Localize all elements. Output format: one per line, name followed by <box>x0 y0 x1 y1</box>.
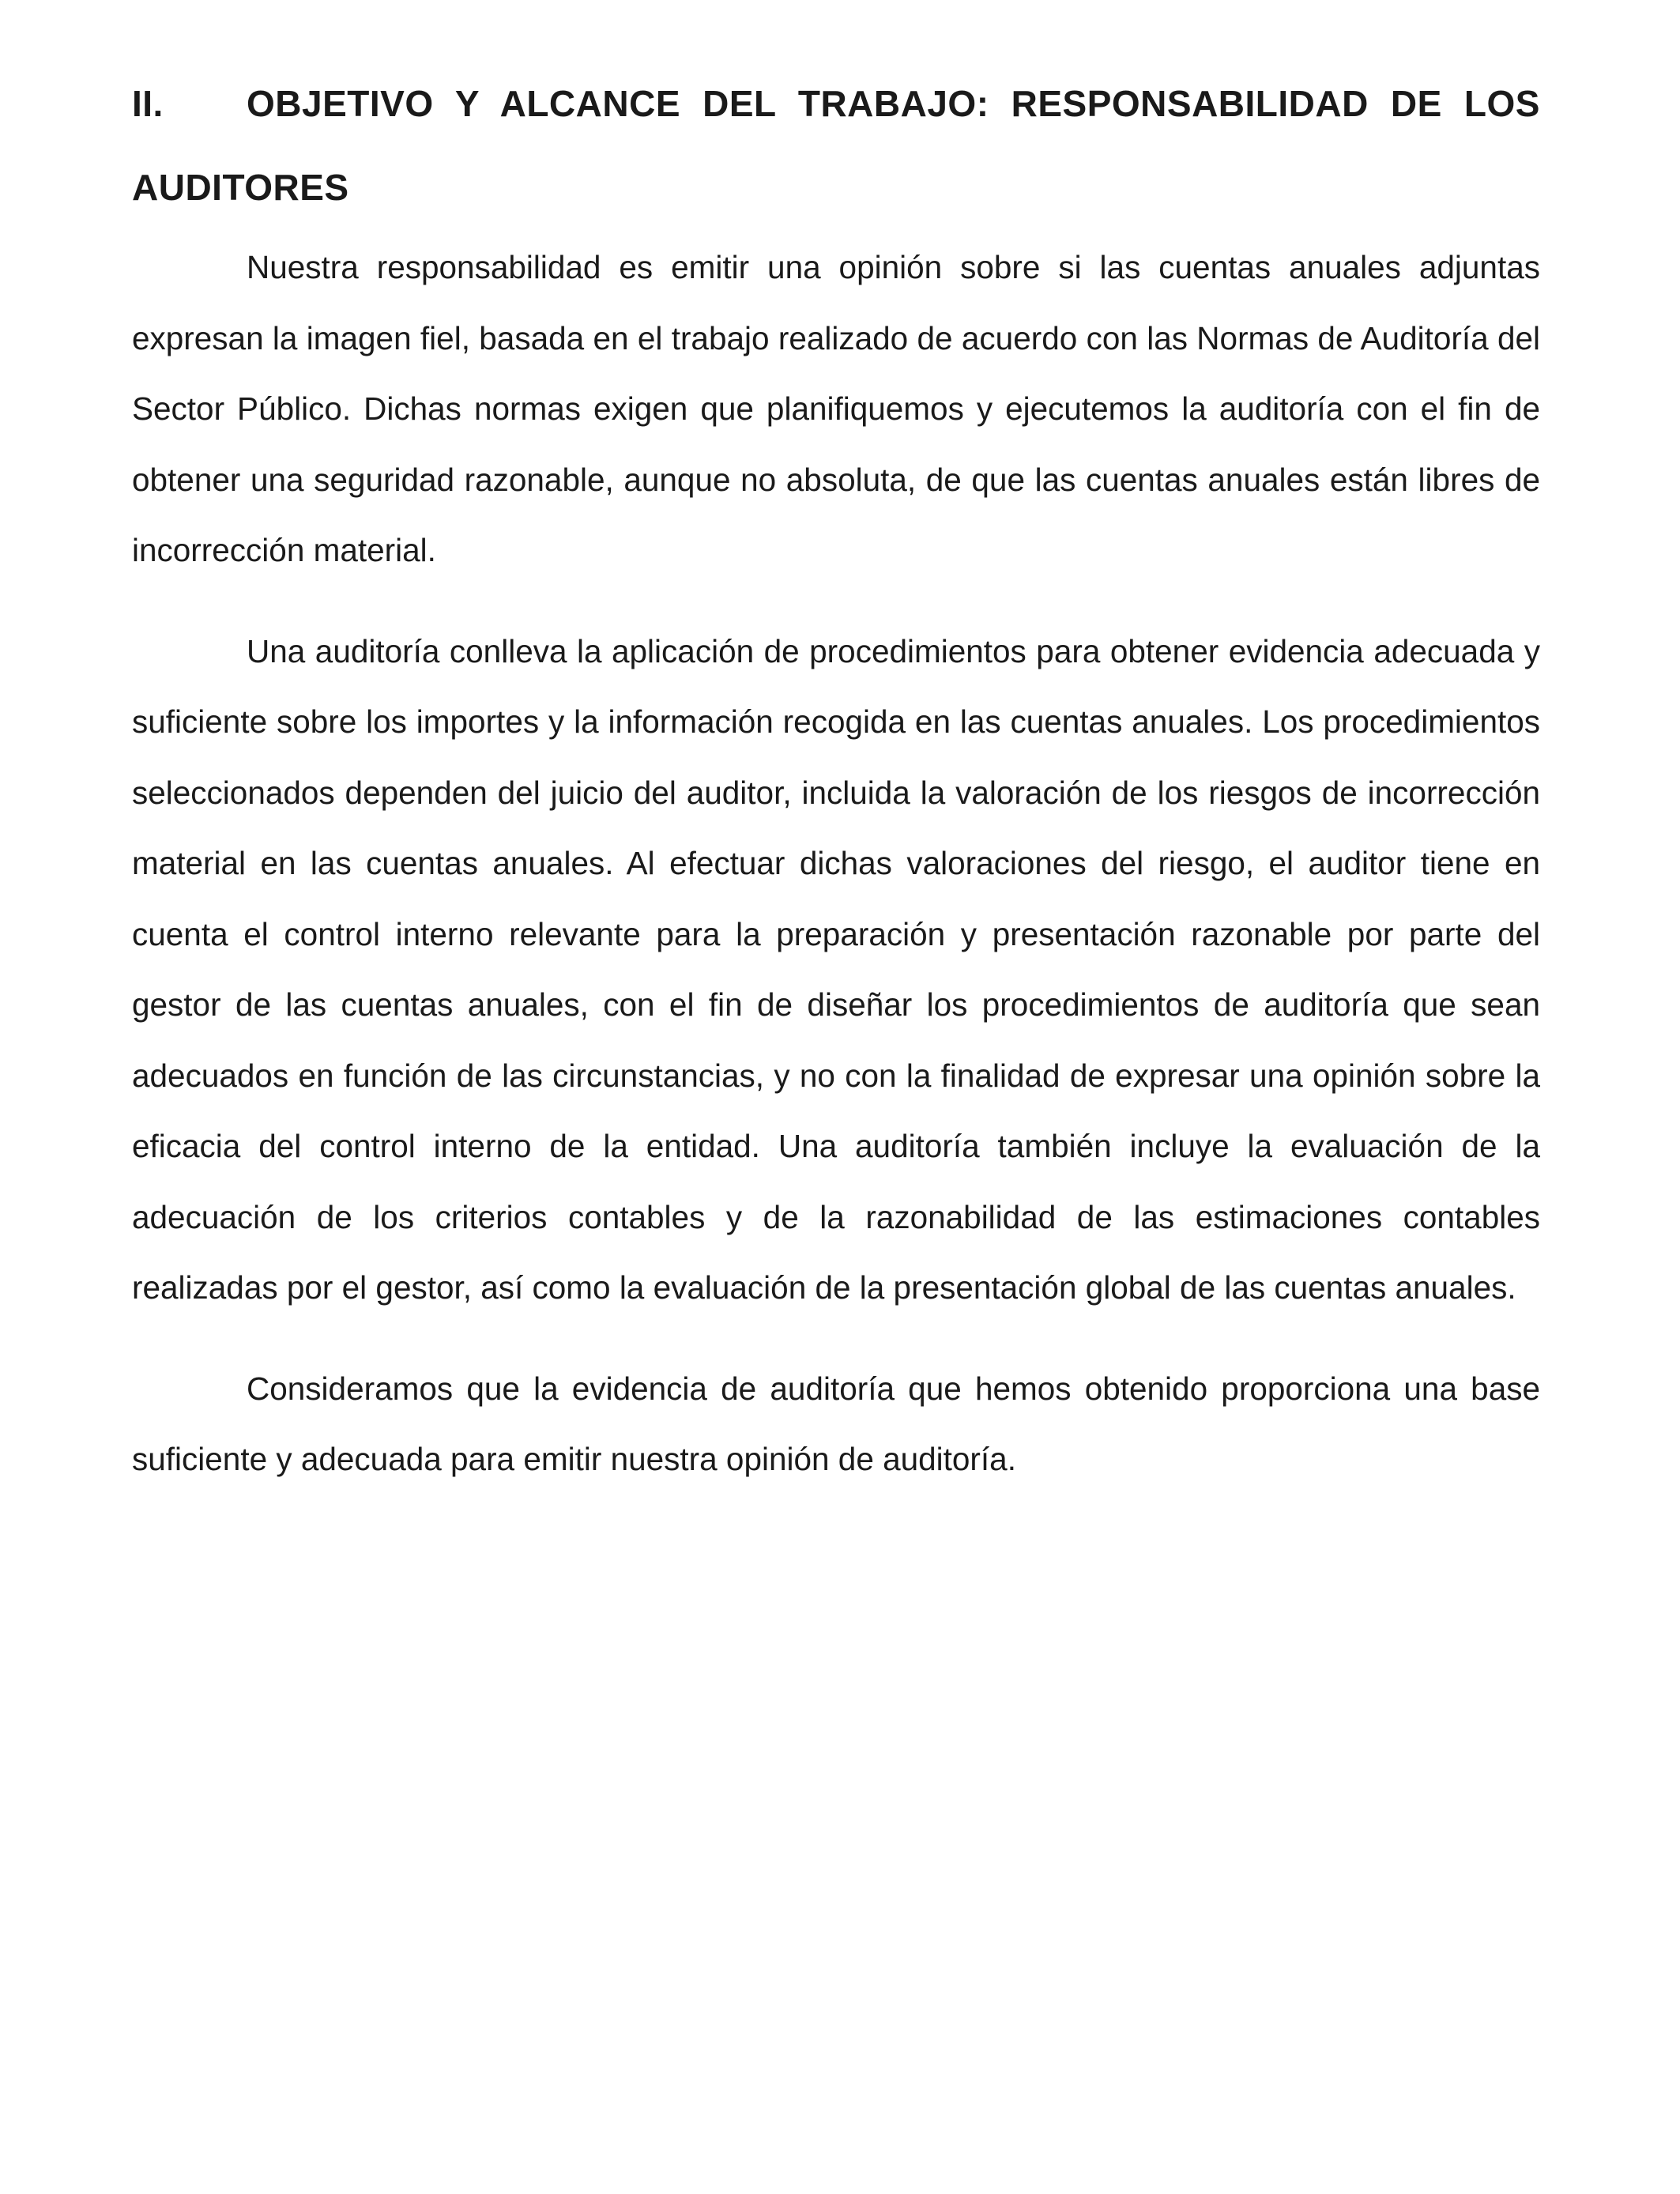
section-heading <box>132 62 1540 229</box>
paragraph-responsabilidad: Nuestra responsabilidad es emitir una opinión sobre si las cuentas anuales adjuntas expresan la imagen fiel, basada en el trabajo realizado de acuerdo con las Normas de Auditoría del Sector Público. Dichas normas exigen que planifiquemos y ejecutemos la auditoría con el fin de obtener una seguridad razonable, aunque no absoluta, de que las cuentas anuales están libres de incorrección material. <box>132 249 1540 568</box>
document-body <box>132 62 1540 1495</box>
section-title: OBJETIVO Y ALCANCE DEL TRABAJO: RESPONSABILIDAD DE LOS AUDITORES <box>132 83 1540 208</box>
paragraph-conclusion: Consideramos que la evidencia de auditoría que hemos obtenido proporciona una base suficiente y adecuada para emitir nuestra opinión de auditoría. <box>132 1370 1540 1477</box>
section-number: II. <box>132 83 164 124</box>
paragraph-procedimientos: Una auditoría conlleva la aplicación de procedimientos para obtener evidencia adecuada y suficiente sobre los importes y la información recogida en las cuentas anuales. Los procedimientos seleccionados dependen del juicio del auditor, incluida la valoración de los riesgos de incorrección material en las cuentas anuales. Al efectuar dichas valoraciones del riesgo, el auditor tiene en cuenta el control interno relevante para la preparación y presentación razonable por parte del gestor de las cuentas anuales, con el fin de diseñar los procedimientos de auditoría que sean adecuados en función de las circunstancias, y no con la finalidad de expresar una opinión sobre la eficacia del control interno de la entidad. Una auditoría también incluye la evaluación de la adecuación de los criterios contables y de la razonabilidad de las estimaciones contables realizadas por el gestor, así como la evaluación de la presentación global de las cuentas anuales. <box>132 632 1540 1306</box>
